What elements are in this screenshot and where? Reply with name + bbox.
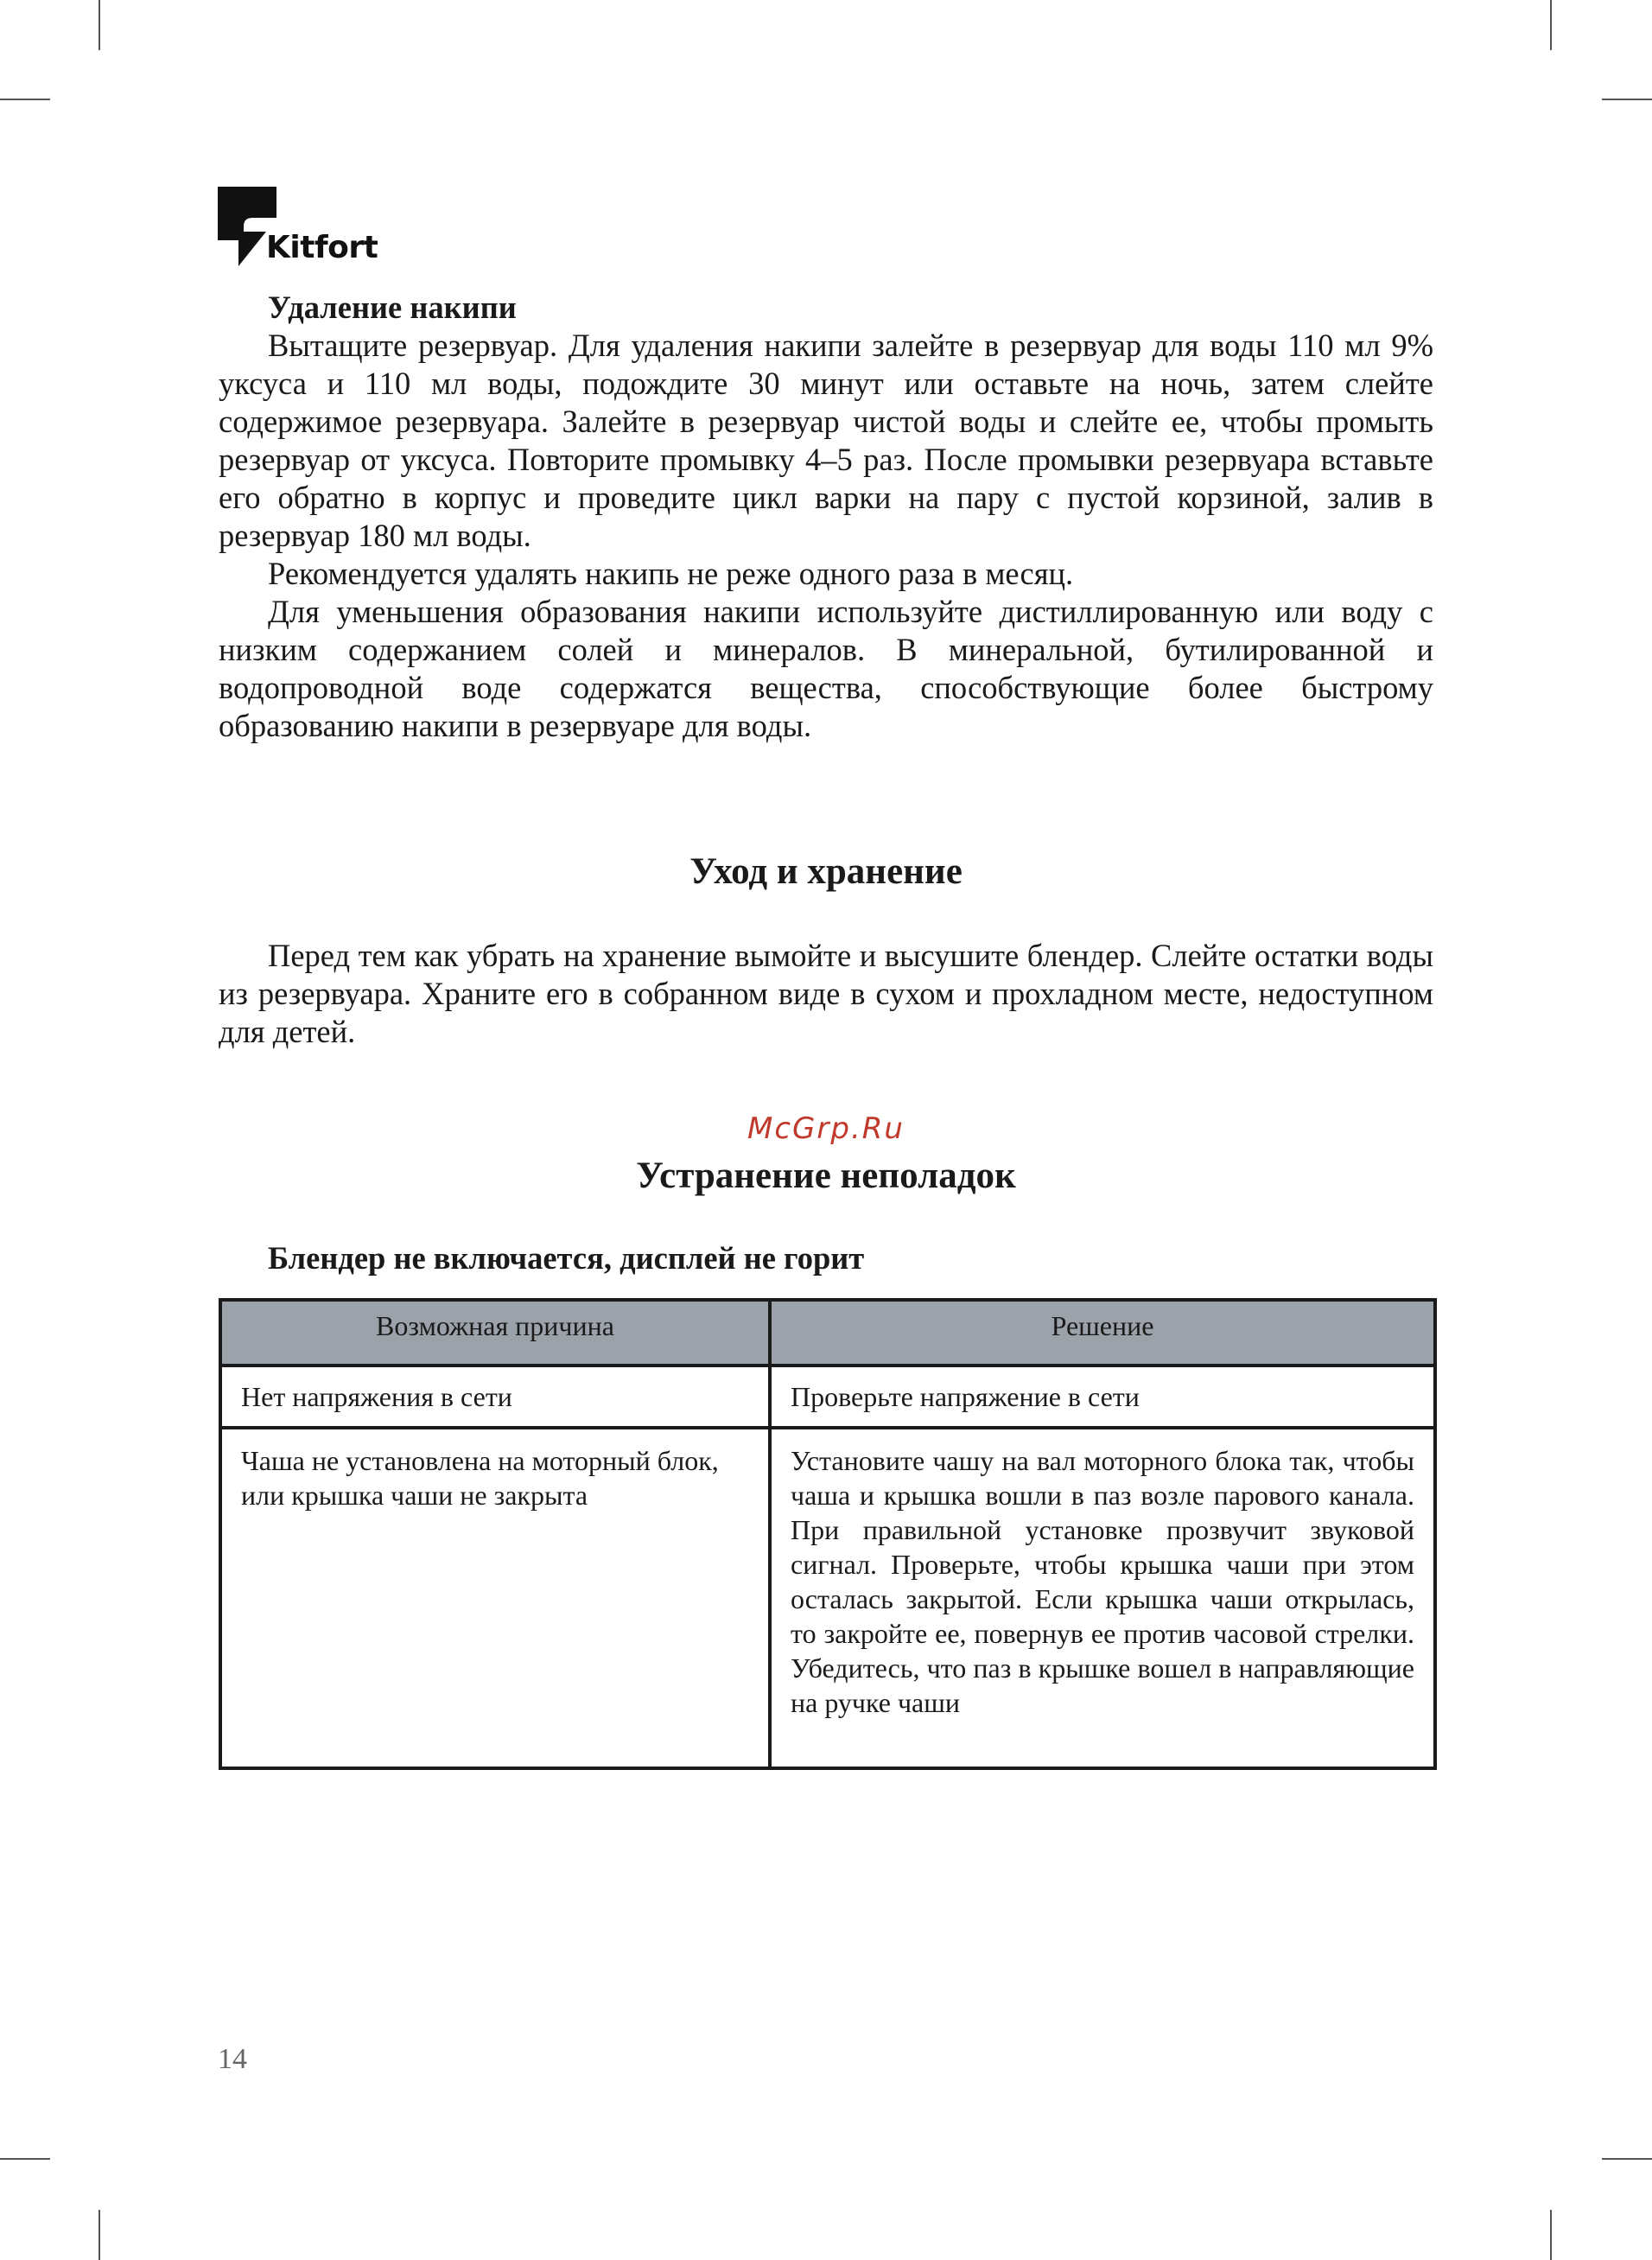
crop-mark (1550, 0, 1552, 50)
troubleshooting-table (219, 1298, 1437, 1770)
watermark: McGrp.Ru (747, 1111, 905, 1146)
brand-name: Kitfort (266, 230, 378, 265)
care-paragraph: Перед тем как убрать на хранение вымойте и высушите блендер. Слейте остатки воды из резервуара. Храните его в собранном виде в сухом и прохладном месте, недоступном для детей. (219, 938, 1433, 1049)
descaling-paragraph: Для уменьшения образования накипи используйте дистиллированную или воду с низким содержанием солей и минералов. В минеральной, бутилированной и водопроводной воде содержатся вещества, способствующие более быстрому образованию накипи в резервуаре для воды. (219, 594, 1433, 743)
crop-mark (1602, 2158, 1652, 2160)
care-title: Уход и хранение (689, 851, 963, 892)
table-header-cause: Возможная причина (220, 1300, 770, 1366)
descaling-paragraph: Рекомендуется удалять накипь не реже одного раза в месяц. (268, 556, 1074, 591)
care-section (219, 937, 1433, 1051)
crop-mark (0, 2158, 50, 2160)
crop-mark (1602, 99, 1652, 100)
table-cell-cause: Нет напряжения в сети (220, 1366, 770, 1428)
table-cell-solution: Установите чашу на вал моторного блока так, чтобы чаша и крышка вошли в паз возле парового канала. При правильной установке прозвучит звуковой сигнал. Проверьте, чтобы крышка чаши при этом осталась закрытой. Если крышка чаши открылась, то закройте ее, повернув ее против часовой стрелки. Убедитесь, что паз в крышке вошел в направляющие на ручке чаши (770, 1428, 1435, 1768)
crop-mark (1550, 2210, 1552, 2260)
descaling-heading: Удаление накипи (268, 290, 517, 325)
table-cell-solution: Проверьте напряжение в сети (770, 1366, 1435, 1428)
table-header-solution: Решение (770, 1300, 1435, 1366)
crop-mark (98, 0, 100, 50)
troubleshooting-title: Устранение неполадок (636, 1155, 1016, 1196)
brand-logo (218, 187, 391, 273)
crop-mark (98, 2210, 100, 2260)
crop-mark (0, 99, 50, 100)
table-cell-cause: Чаша не установлена на моторный блок, или крышка чаши не закрыта (220, 1428, 770, 1768)
troubleshooting-subsection (219, 1239, 1433, 1277)
troubleshooting-subheading: Блендер не включается, дисплей не горит (268, 1240, 865, 1276)
table-row (220, 1366, 1435, 1428)
descaling-paragraph: Вытащите резервуар. Для удаления накипи залейте в резервуар для воды 110 мл 9% уксуса и 110 мл воды, подождите 30 минут или оставьте на ночь, затем слейте содержимое резервуара. Залейте в резервуар чистой воды и слейте ее, чтобы промыть резервуар от уксуса. Повторите промывку 4–5 раз. После промывки резервуара вставьте его обратно в корпус и проведите цикл варки на пару с пустой корзиной, залив в резервуар 180 мл воды. (219, 328, 1433, 553)
descaling-section (219, 289, 1433, 745)
table-row (220, 1428, 1435, 1768)
page-number: 14 (218, 2043, 247, 2075)
table-header-row (220, 1300, 1435, 1366)
